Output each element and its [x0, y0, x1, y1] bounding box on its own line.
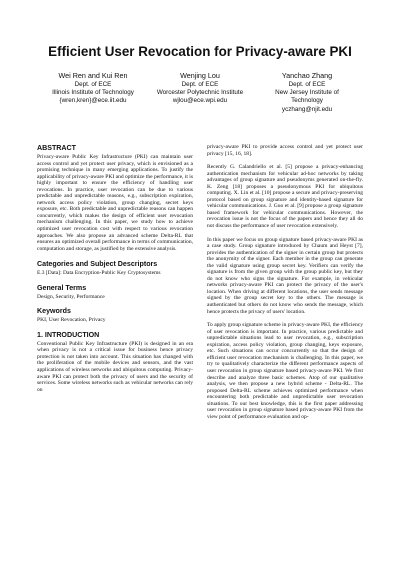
author-email: wjlou@ece.wpi.edu [172, 97, 228, 105]
terms-text: Design, Security, Performance [37, 293, 105, 300]
author-institution: Illinois Institute of Technology [52, 89, 134, 96]
paragraph-continued: privacy-aware PKI to provide access control and yet protect user privacy [15, 16, 18]. [207, 144, 363, 157]
author-block-1 [38, 71, 148, 106]
categories-heading: Categories and Subject Descriptors [37, 260, 158, 269]
abstract-text: Privacy-aware Public Key Infrastructure (PKI) can maintain user access control and yet protect user privacy, which is envisioned as a promising technique in many emerging applications. To justify the applicability of privacy-aware PKI and optimize the performance, it is highly important to ensure the efficiency of handling user revocations. In practice, user revocation can be due to various predictable and unpredictable reasons, e.g., subscription expiration, network access policy violation, group changing, secret keys exposure, etc. Both predictable and unpredictable reasons can happen concurrently, which makes the design of efficient user revocation mechanism challenging. In this paper, we study how to achieve optimized user revocation cost with respect to various revocation approaches. We also propose an advanced scheme Delta-RL that ensures an optimized overall performance in terms of communication, computation and storage, as justified by the extensive analysis. [37, 154, 193, 252]
author-name: Wei Ren and Kui Ren [58, 71, 128, 80]
keywords-text: PKI, User Revocation, Privacy [37, 317, 106, 324]
author-institution-cont: Technology [291, 97, 323, 105]
categories-text: E.3 [Data]: Data Encryption-Public Key Cryptosystems [37, 270, 161, 277]
author-dept: Dept. of ECE [74, 80, 112, 88]
terms-heading: General Terms [37, 283, 87, 292]
revocation-paragraph: To apply group signature scheme in privacy-aware PKI, the efficiency of user revocation is important. In practice, various predictable and unpredictable situations lead to user revocation, e.g., subscription expiration, access policy violation, group changing, keys exposure, etc. Such situations can occur concurrently so that the design of efficient user revocation mechanism is challenging. In this paper, we try to qualitatively characterize the different performance aspects of user revocation in group signature based privacy-aware PKI. We first describe and analyze three basic schemes. Atop of our qualitative analysis, we then propose a new hybrid scheme - Delta-RL. The proposed Delta-RL scheme achieves optimized performance when encountering both predictable and unpredictable user revocation situations. To our best knowledge, this is the first paper addressing user revocation in group signature based privacy-aware PKI from the view point of performance evaluation and op- [207, 322, 363, 420]
author-block-2 [145, 71, 255, 106]
right-column [207, 144, 363, 420]
author-email: {wren,kren}@ece.iit.edu [59, 97, 127, 105]
author-dept: Dept. of ECE [288, 80, 326, 88]
author-name: Wenjing Lou [180, 71, 220, 80]
author-institution: Worcester Polytechnic Institute [156, 89, 244, 96]
introduction-heading: 1. INTRODUCTION [37, 330, 100, 339]
author-block-3 [252, 71, 362, 114]
left-column [37, 144, 193, 393]
group-signature-paragraph: In this paper we focus on group signature based privacy-aware PKI as a case study. Group signature introduced by Chaum and Heyst [7], provides the authentication of the signer in certain group but protects the anonymity of the signer. Each member in the group can generate the valid signature using group secret key. Verifiers can verify the signature is from the given group with the group public key, but they do not know who signs the signature. For example, in vehicular networks privacy-aware PKI can protect the privacy of the user's location. When driving at different locations, the user sends message signed by the group secret key to the others. The message is authenticated but others do not know who sends the message, which hence protects the privacy of users' location. [207, 236, 363, 315]
related-work-paragraph: Recently G. Calandriello et al. [5] propose a privacy-enhancing authentication mechanism for vehicular ad-hoc networks by taking advantages of group signature and pseudonyms generated on-the-fly. K. Zeng [18] proposes a pseudonymous PKI for ubiquitous computing. X. Lin et al. [10] propose a secure and privacy-preserving protocol based on group signature and identity-based signature for vehicular communications. J. Guo et al. [9] propose a group signature based framework for vehicular communications. However, the revocation issue is not the focus of the papers and hence they all do not discuss the performance of user revocation extensively. [207, 164, 363, 230]
author-dept: Dept. of ECE [181, 80, 219, 88]
author-name: Yanchao Zhang [281, 71, 333, 80]
keywords-heading: Keywords [37, 307, 71, 316]
author-email: yczhang@njit.edu [281, 105, 333, 113]
author-institution: New Jersey Institute of [275, 89, 339, 96]
paper-title: Efficient User Revocation for Privacy-aware PKI [48, 44, 352, 59]
introduction-text: Conventional Public Key Infrastructure (PKI) is designed in an era when privacy is not a critical issue for business hence privacy protection is not taken into account. This situation has changed with the proliferation of the mobile devices and sensors, and the vast applications of wireless networks and ubiquitous computing. Privacy-aware PKI can protect both the privacy of users and the security of services. Some wireless networks such as vehicular networks can rely on [37, 340, 193, 393]
abstract-heading: ABSTRACT [37, 144, 77, 152]
